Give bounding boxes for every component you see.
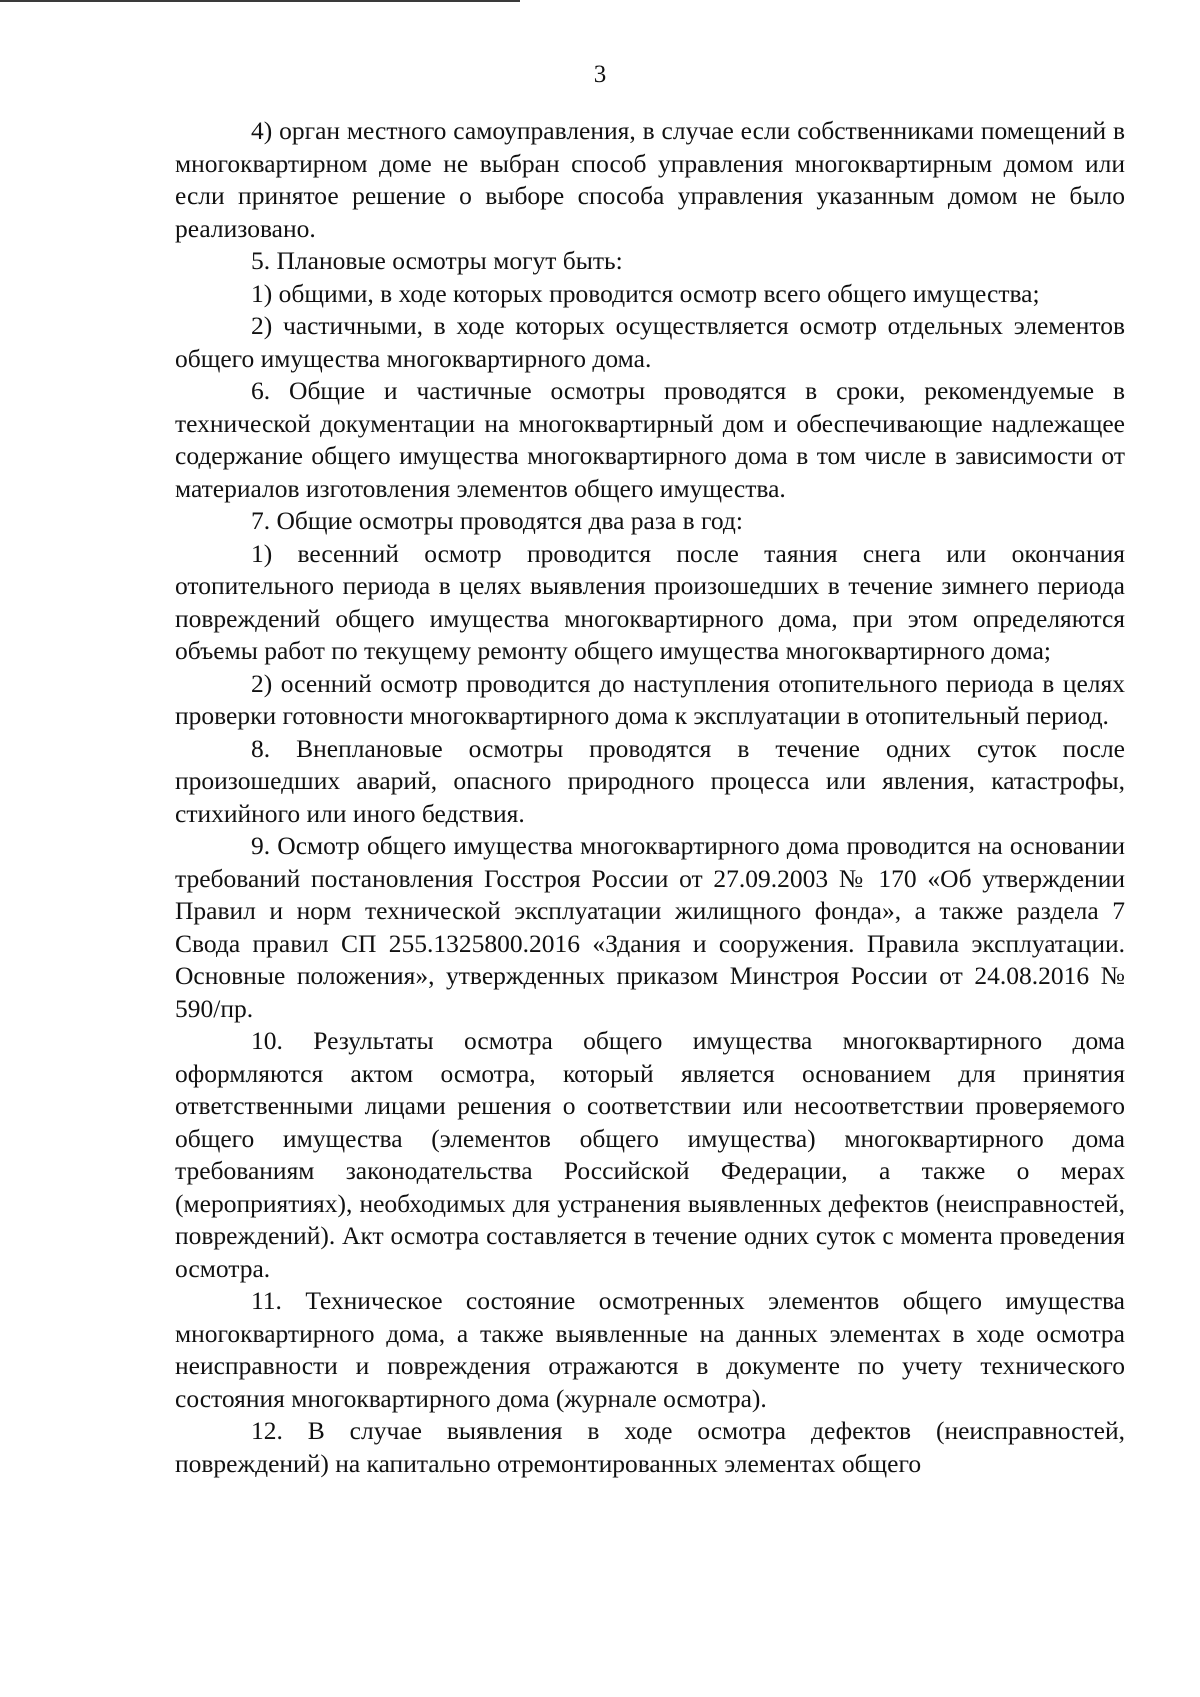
paragraph-clause-5-1: 1) общими, в ходе которых проводится осмотр всего общего имущества; bbox=[251, 278, 1040, 308]
paragraph-clause-7-1: 1) весенний осмотр проводится после таяния снега или окончания отопительного периода в целях выявления произошедших в течение зимнего периода повреждений общего имущества многоквартирного дома, при этом определяются объемы работ по текущему ремонту общего имущества многоквартирного дома; bbox=[175, 538, 1125, 665]
paragraph-clause-6: 6. Общие и частичные осмотры проводятся в сроки, рекомендуемые в технической документации на многоквартирный дом и обеспечивающие надлежащее содержание общего имущества многоквартирного дома в том числе в зависимости от материалов изготовления элементов общего имущества. bbox=[175, 376, 1125, 503]
paragraph-clause-7-2: 2) осенний осмотр проводится до наступления отопительного периода в целях проверки готовности многоквартирного дома к эксплуатации в отопительный период. bbox=[175, 668, 1125, 730]
paragraph-clause-8: 8. Внеплановые осмотры проводятся в течение одних суток после произошедших аварий, опасного природного процесса или явления, катастрофы, стихийного или иного бедствия. bbox=[175, 733, 1125, 828]
paragraph-clause-7: 7. Общие осмотры проводятся два раза в год: bbox=[251, 506, 743, 535]
paragraph-clause-11: 11. Техническое состояние осмотренных элементов общего имущества многоквартирного дома, а также выявленные на данных элементах в ходе осмотра неисправности и повреждения отражаются в документе по учету технического состояния многоквартирного дома (журнале осмотра). bbox=[175, 1286, 1125, 1413]
paragraph-item-4: 4) орган местного самоуправления, в случае если собственниками помещений в многоквартирном доме не выбран способ управления многоквартирным домом или если принятое решение о выборе способа управления указанным домом не было реализовано. bbox=[175, 116, 1125, 243]
paragraph-clause-12: 12. В случае выявления в ходе осмотра дефектов (неисправностей, повреждений) на капитально отремонтированных элементах общего bbox=[175, 1416, 1125, 1478]
paragraph-clause-5-2: 2) частичными, в ходе которых осуществляется осмотр отдельных элементов общего имущества многоквартирного дома. bbox=[175, 311, 1125, 373]
paragraph-clause-5: 5. Плановые осмотры могут быть: bbox=[251, 246, 623, 275]
scan-edge-line bbox=[0, 0, 520, 2]
paragraph-clause-9: 9. Осмотр общего имущества многоквартирного дома проводится на основании требований постановления Госстроя России от 27.09.2003 № 170 «Об утверждении Правил и норм технической эксплуатации жилищного фонда», а также раздела 7 Свода правил СП 255.1325800.2016 «Здания и сооружения. Правила эксплуатации. Основные положения», утвержденных приказом Минстроя России от 24.08.2016 № 590/пр. bbox=[175, 831, 1125, 1023]
page-number: 3 bbox=[593, 61, 607, 88]
paragraph-clause-10: 10. Результаты осмотра общего имущества многоквартирного дома оформляются актом осмотра, который является основанием для принятия ответственными лицами решения о соответствии или несоответствии проверяемого общего имущества (элементов общего имущества) многоквартирного дома требованиям законодательства Российской Федерации, а также о мерах (мероприятиях), необходимых для устранения выявленных дефектов (неисправностей, повреждений). Акт осмотра составляется в течение одних суток с момента проведения осмотра. bbox=[175, 1026, 1125, 1283]
document-body bbox=[175, 115, 1125, 1480]
